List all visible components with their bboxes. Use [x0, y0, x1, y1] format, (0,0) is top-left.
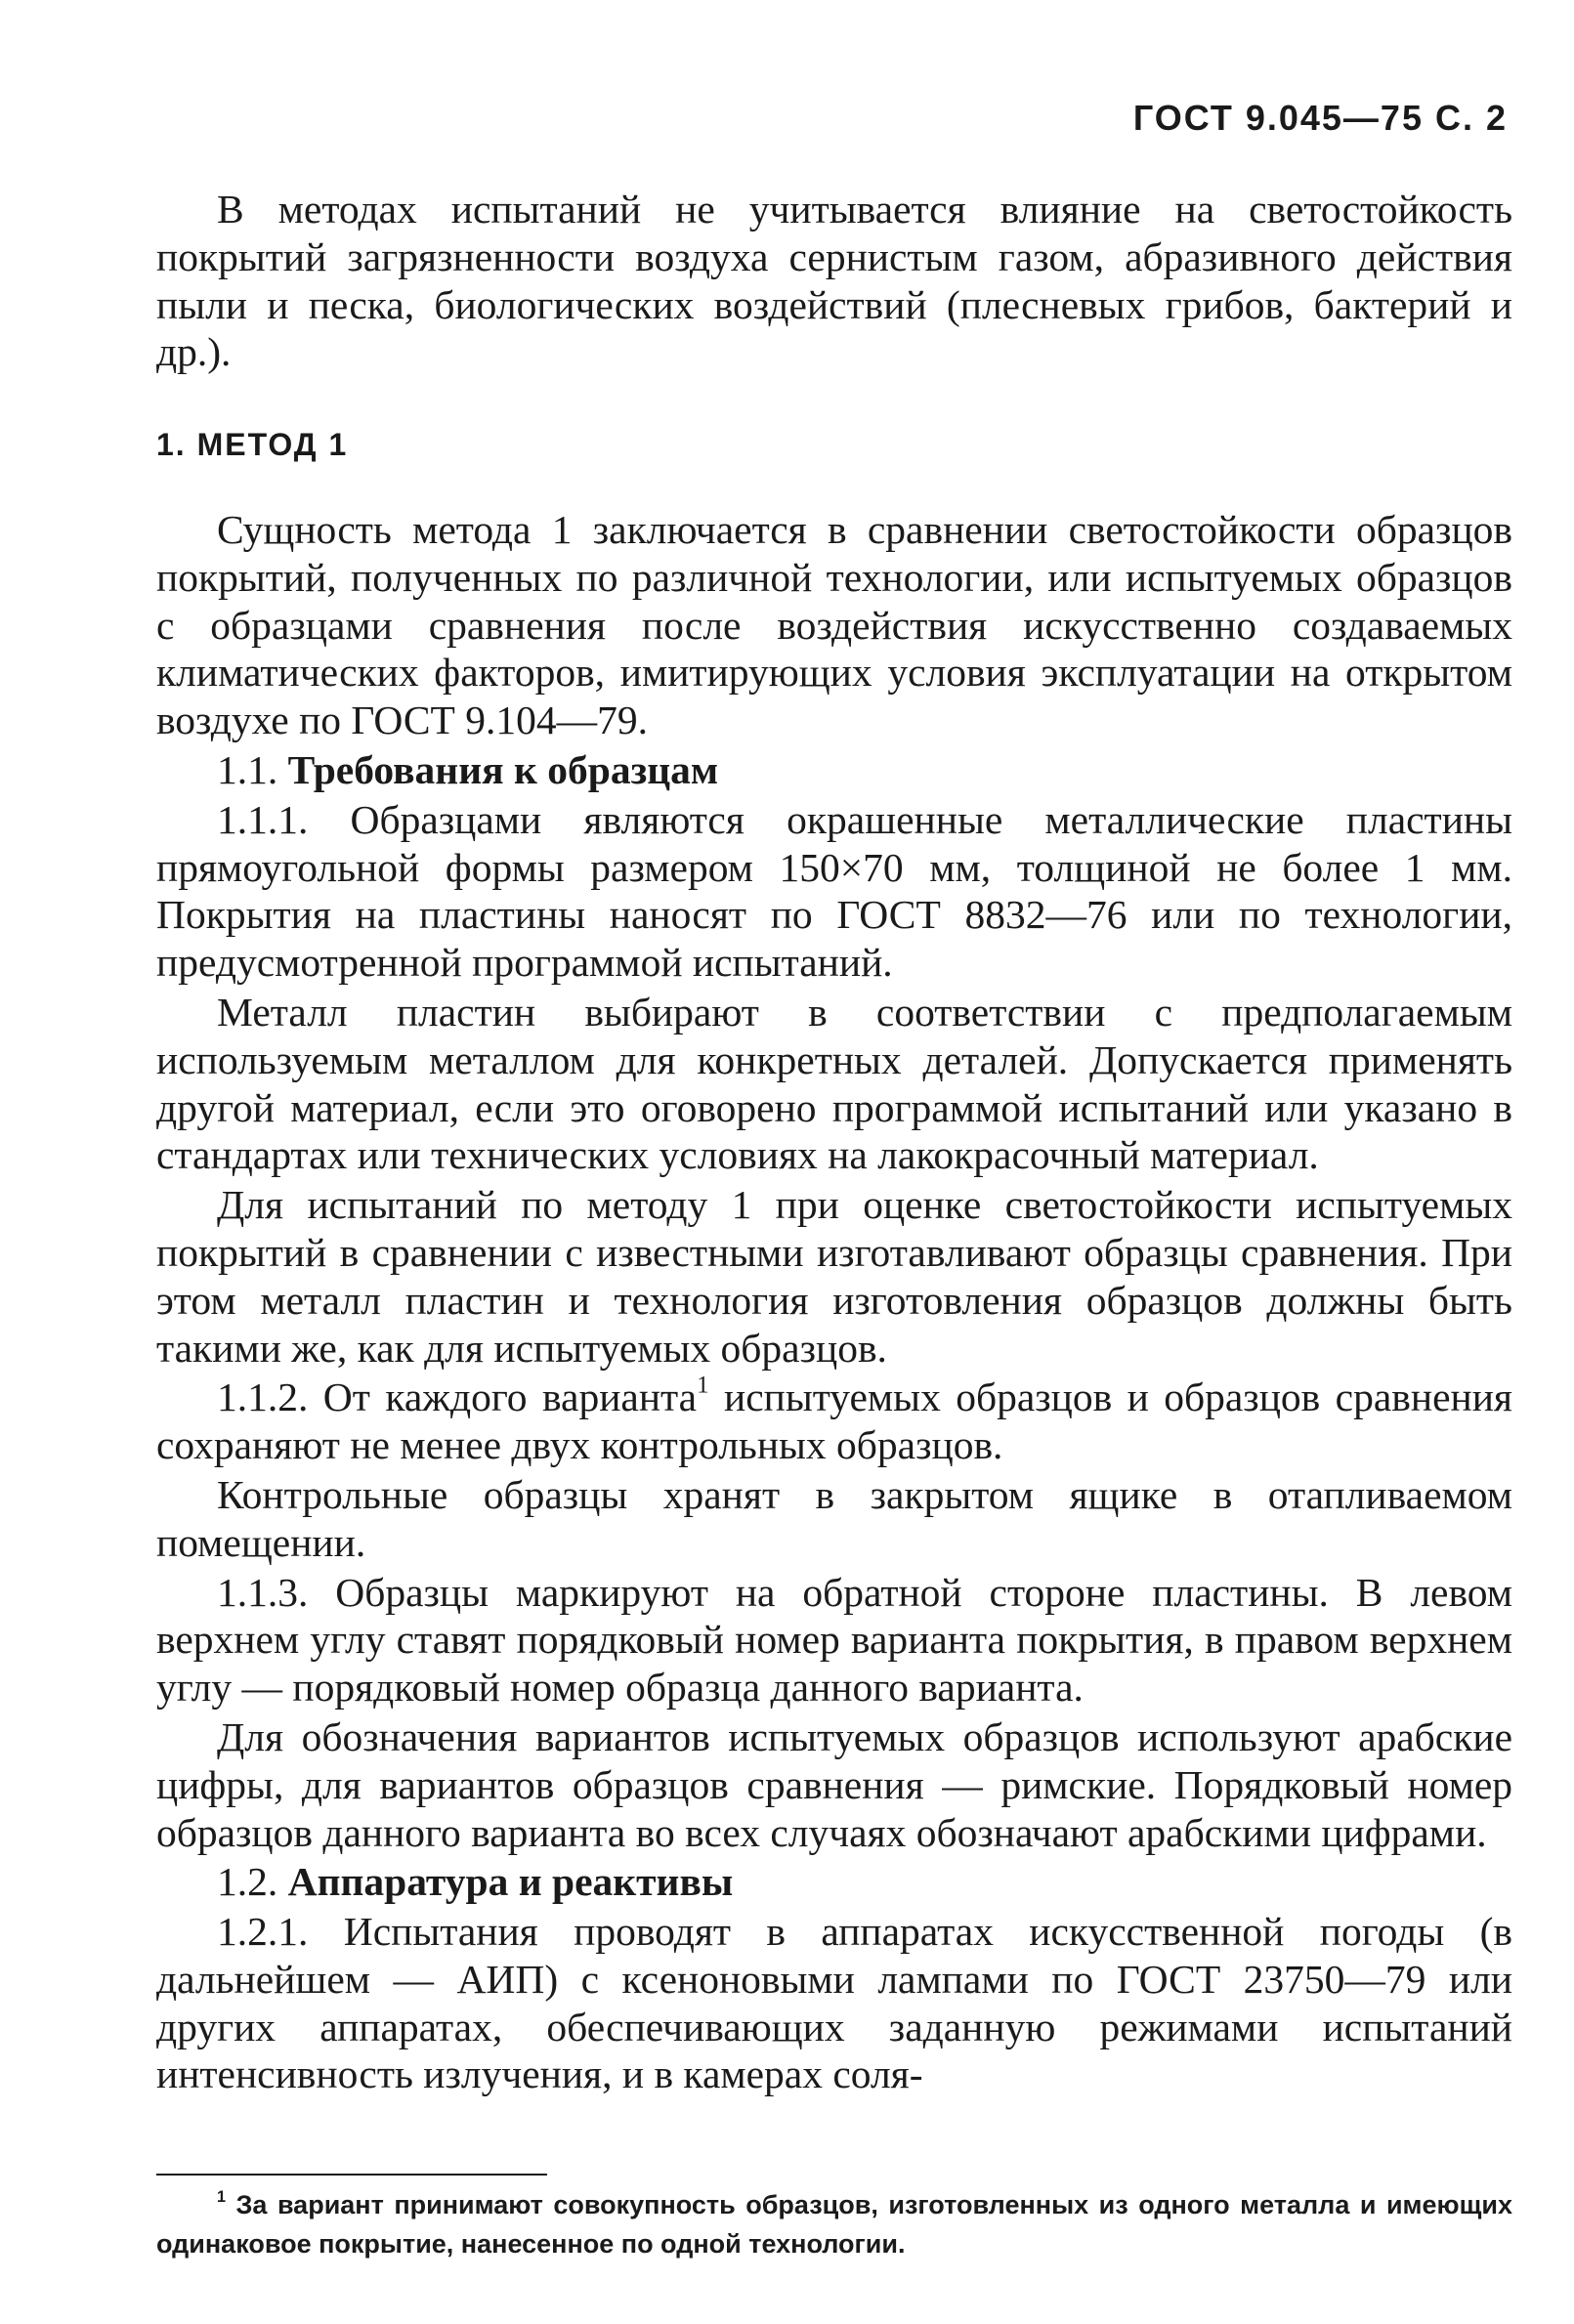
- paragraph-1-2-1: 1.2.1. Испытания проводят в аппаратах искусственной погоды (в дальнейшем — АИП) с ксеноновыми лампами по ГОСТ 23750—79 или других аппаратах, обеспечивающих заданную режимами испытаний интенсивность излучения, и в камерах соля-: [156, 1909, 1512, 2097]
- footnote-divider: [156, 2174, 547, 2176]
- method-essence-paragraph: Сущность метода 1 заключается в сравнении светостойкости образцов покрытий, полученных по различной технологии, или испытуемых образцов с образцами сравнения после воздействия искусственно создаваемых климатических факторов, имитирующих условия эксплуатации на открытом воздухе по ГОСТ 9.104—79.: [156, 506, 1512, 743]
- footnote-text: За вариант принимают совокупность образцов, изготовленных из одного металла и имеющих одинаковое покрытие, нанесенное по одной технологии.: [156, 2190, 1512, 2259]
- subsection-heading-1-2: [156, 1858, 1512, 1906]
- paragraph-text: 1.1.2. От каждого варианта: [217, 1374, 698, 1420]
- page-header: ГОСТ 9.045—75 С. 2: [1132, 98, 1508, 138]
- footnote-reference: 1: [697, 1372, 709, 1399]
- intro-paragraph: В методах испытаний не учитывается влияние на светостойкость покрытий загрязненности воздуха сернистым газом, абразивного действия пыли и песка, биологических воздействий (плесневых грибов, бактерий и др.).: [156, 187, 1512, 375]
- metal-paragraph: Металл пластин выбирают в соответствии с предполагаемым используемым металлом для конкретных деталей. Допускается применять другой материал, если это оговорено программой испытаний или указано в стандартах или технических условиях на лакокрасочный материал.: [156, 989, 1512, 1178]
- section-heading: 1. МЕТОД 1: [156, 427, 349, 463]
- subsection-number: 1.2.: [217, 1859, 278, 1905]
- subsection-heading-1-1: [156, 746, 1512, 794]
- paragraph-1-1-2: [156, 1373, 1512, 1469]
- paragraph-text: испытуемых образцов и образцов сравнения сохраняют не менее двух контрольных образцов.: [156, 1374, 1512, 1468]
- numbering-paragraph: Для обозначения вариантов испытуемых образцов используют арабские цифры, для вариантов образцов сравнения — римские. Порядковый номер образцов данного варианта во всех случаях обозначают арабскими цифрами.: [156, 1713, 1512, 1855]
- paragraph-1-1-3: 1.1.3. Образцы маркируют на обратной стороне пластины. В левом верхнем углу ставят порядковый номер варианта покрытия, в правом верхнем углу — порядковый номер образца данного варианта.: [156, 1569, 1512, 1711]
- footnote-marker: 1: [217, 2187, 227, 2206]
- body-text: [156, 186, 1512, 2098]
- method1-paragraph: Для испытаний по методу 1 при оценке светостойкости испытуемых покрытий в сравнении с известными изготавливают образцы сравнения. При этом металл пластин и технология изготовления образцов должны быть такими же, как для испытуемых образцов.: [156, 1182, 1512, 1371]
- footnote: [156, 2185, 1512, 2263]
- subsection-number: 1.1.: [217, 746, 278, 792]
- subsection-title: Аппаратура и реактивы: [287, 1859, 734, 1905]
- control-samples-paragraph: Контрольные образцы хранят в закрытом ящике в отапливаемом помещении.: [156, 1471, 1512, 1565]
- paragraph-1-1-1: 1.1.1. Образцами являются окрашенные металлические пластины прямоугольной формы размером 150×70 мм, толщиной не более 1 мм. Покрытия на пластины наносят по ГОСТ 8832—76 или по технологии, предусмотренной программой испытаний.: [156, 796, 1512, 986]
- subsection-title: Требования к образцам: [287, 746, 719, 792]
